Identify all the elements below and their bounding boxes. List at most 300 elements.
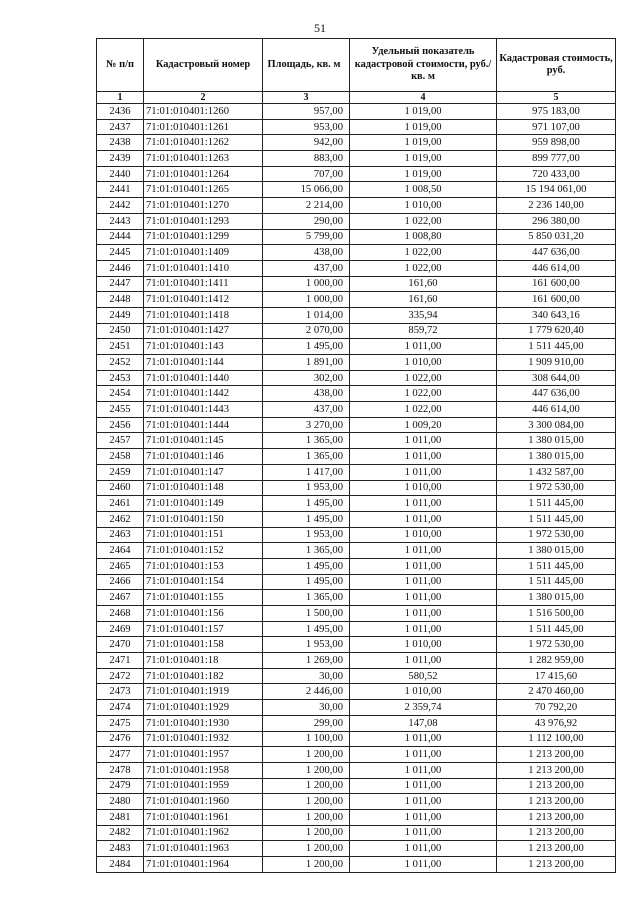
table-row — [97, 464, 616, 480]
cell-area: 942,00 — [263, 135, 350, 151]
cell-unit-value: 1 019,00 — [350, 151, 497, 167]
column-number-row — [97, 92, 616, 104]
cell-cadastral-value: 1 282 959,00 — [497, 653, 616, 669]
cell-area: 1 200,00 — [263, 825, 350, 841]
cell-cadastral-value: 15 194 061,00 — [497, 182, 616, 198]
cell-area: 1 365,00 — [263, 449, 350, 465]
cell-index: 2461 — [97, 496, 144, 512]
cell-cadastral-number: 71:01:010401:1932 — [144, 731, 263, 747]
cell-area: 15 066,00 — [263, 182, 350, 198]
cell-cadastral-value: 1 213 200,00 — [497, 747, 616, 763]
cell-unit-value: 1 011,00 — [350, 511, 497, 527]
cell-area: 1 200,00 — [263, 857, 350, 873]
cell-unit-value: 1 011,00 — [350, 825, 497, 841]
cell-area: 438,00 — [263, 245, 350, 261]
column-number: 5 — [497, 92, 616, 104]
table-row — [97, 747, 616, 763]
cell-cadastral-value: 1 380 015,00 — [497, 433, 616, 449]
cell-index: 2445 — [97, 245, 144, 261]
cell-area: 30,00 — [263, 700, 350, 716]
cell-index: 2439 — [97, 151, 144, 167]
cell-index: 2481 — [97, 809, 144, 825]
cell-cadastral-number: 71:01:010401:158 — [144, 637, 263, 653]
cell-index: 2441 — [97, 182, 144, 198]
cell-unit-value: 1 011,00 — [350, 747, 497, 763]
cell-cadastral-value: 1 213 200,00 — [497, 825, 616, 841]
cell-cadastral-number: 71:01:010401:1444 — [144, 417, 263, 433]
cell-area: 1 365,00 — [263, 590, 350, 606]
page-number: 51 — [314, 21, 326, 35]
cell-area: 1 200,00 — [263, 841, 350, 857]
cell-cadastral-number: 71:01:010401:1929 — [144, 700, 263, 716]
cell-cadastral-value: 3 300 084,00 — [497, 417, 616, 433]
cell-cadastral-number: 71:01:010401:1959 — [144, 778, 263, 794]
cell-cadastral-number: 71:01:010401:182 — [144, 668, 263, 684]
table-row — [97, 182, 616, 198]
cell-area: 1 000,00 — [263, 276, 350, 292]
cell-index: 2451 — [97, 339, 144, 355]
table-row — [97, 543, 616, 559]
table-row — [97, 260, 616, 276]
column-number: 1 — [97, 92, 144, 104]
cell-cadastral-value: 1 213 200,00 — [497, 794, 616, 810]
cell-area: 1 495,00 — [263, 496, 350, 512]
cell-unit-value: 1 011,00 — [350, 653, 497, 669]
cell-cadastral-value: 1 511 445,00 — [497, 558, 616, 574]
cell-cadastral-value: 296 380,00 — [497, 213, 616, 229]
cell-index: 2463 — [97, 527, 144, 543]
cell-index: 2444 — [97, 229, 144, 245]
cell-area: 1 953,00 — [263, 637, 350, 653]
cell-index: 2477 — [97, 747, 144, 763]
cell-area: 3 270,00 — [263, 417, 350, 433]
cell-cadastral-value: 720 433,00 — [497, 166, 616, 182]
cell-index: 2480 — [97, 794, 144, 810]
cell-cadastral-value: 17 415,60 — [497, 668, 616, 684]
cell-area: 707,00 — [263, 166, 350, 182]
cell-area: 1 269,00 — [263, 653, 350, 669]
cell-cadastral-number: 71:01:010401:147 — [144, 464, 263, 480]
cell-unit-value: 1 011,00 — [350, 558, 497, 574]
cell-unit-value: 147,08 — [350, 715, 497, 731]
cell-unit-value: 1 010,00 — [350, 198, 497, 214]
cell-unit-value: 1 019,00 — [350, 166, 497, 182]
cell-index: 2448 — [97, 292, 144, 308]
cell-cadastral-value: 899 777,00 — [497, 151, 616, 167]
cell-cadastral-number: 71:01:010401:1412 — [144, 292, 263, 308]
cell-area: 1 495,00 — [263, 574, 350, 590]
cell-area: 1 200,00 — [263, 747, 350, 763]
cell-unit-value: 1 011,00 — [350, 433, 497, 449]
cell-index: 2479 — [97, 778, 144, 794]
cell-index: 2452 — [97, 355, 144, 371]
cell-cadastral-number: 71:01:010401:1264 — [144, 166, 263, 182]
table-row — [97, 558, 616, 574]
cell-cadastral-value: 447 636,00 — [497, 386, 616, 402]
table-row — [97, 590, 616, 606]
cell-unit-value: 1 022,00 — [350, 213, 497, 229]
table-row — [97, 731, 616, 747]
cell-cadastral-number: 71:01:010401:1261 — [144, 119, 263, 135]
cell-cadastral-number: 71:01:010401:1418 — [144, 307, 263, 323]
cell-index: 2473 — [97, 684, 144, 700]
cell-cadastral-value: 447 636,00 — [497, 245, 616, 261]
cell-area: 1 417,00 — [263, 464, 350, 480]
cell-unit-value: 1 010,00 — [350, 355, 497, 371]
table-row — [97, 355, 616, 371]
cell-unit-value: 859,72 — [350, 323, 497, 339]
cell-cadastral-number: 71:01:010401:1960 — [144, 794, 263, 810]
cell-index: 2483 — [97, 841, 144, 857]
cell-index: 2475 — [97, 715, 144, 731]
cell-cadastral-value: 161 600,00 — [497, 292, 616, 308]
cell-cadastral-number: 71:01:010401:1440 — [144, 370, 263, 386]
cell-area: 290,00 — [263, 213, 350, 229]
cell-index: 2482 — [97, 825, 144, 841]
cell-cadastral-value: 1 972 530,00 — [497, 480, 616, 496]
cell-cadastral-number: 71:01:010401:151 — [144, 527, 263, 543]
cell-unit-value: 1 019,00 — [350, 135, 497, 151]
cell-cadastral-number: 71:01:010401:1265 — [144, 182, 263, 198]
cell-unit-value: 1 011,00 — [350, 794, 497, 810]
cell-area: 30,00 — [263, 668, 350, 684]
cell-cadastral-value: 1 380 015,00 — [497, 590, 616, 606]
cell-unit-value: 1 019,00 — [350, 104, 497, 120]
cell-index: 2476 — [97, 731, 144, 747]
cell-area: 437,00 — [263, 402, 350, 418]
cell-cadastral-number: 71:01:010401:1961 — [144, 809, 263, 825]
cell-area: 2 070,00 — [263, 323, 350, 339]
cell-cadastral-value: 5 850 031,20 — [497, 229, 616, 245]
cell-area: 1 495,00 — [263, 621, 350, 637]
cell-area: 302,00 — [263, 370, 350, 386]
cell-index: 2438 — [97, 135, 144, 151]
cell-index: 2459 — [97, 464, 144, 480]
cell-cadastral-value: 308 644,00 — [497, 370, 616, 386]
cell-unit-value: 1 011,00 — [350, 339, 497, 355]
cell-unit-value: 1 011,00 — [350, 606, 497, 622]
table-row — [97, 778, 616, 794]
cell-cadastral-number: 71:01:010401:149 — [144, 496, 263, 512]
table-row — [97, 621, 616, 637]
table-row — [97, 276, 616, 292]
cell-cadastral-number: 71:01:010401:1919 — [144, 684, 263, 700]
table-row — [97, 794, 616, 810]
cadastral-table — [96, 38, 616, 873]
cell-unit-value: 1 011,00 — [350, 574, 497, 590]
cell-cadastral-value: 70 792,20 — [497, 700, 616, 716]
cell-area: 1 014,00 — [263, 307, 350, 323]
cell-area: 1 365,00 — [263, 433, 350, 449]
cell-unit-value: 1 011,00 — [350, 464, 497, 480]
cell-cadastral-number: 71:01:010401:148 — [144, 480, 263, 496]
cell-index: 2450 — [97, 323, 144, 339]
header-row — [97, 39, 616, 92]
cell-cadastral-value: 1 511 445,00 — [497, 574, 616, 590]
table-row — [97, 653, 616, 669]
cell-unit-value: 1 011,00 — [350, 841, 497, 857]
cell-index: 2447 — [97, 276, 144, 292]
cell-cadastral-value: 1 511 445,00 — [497, 496, 616, 512]
cell-unit-value: 1 022,00 — [350, 386, 497, 402]
cell-index: 2472 — [97, 668, 144, 684]
cell-unit-value: 1 011,00 — [350, 543, 497, 559]
cell-area: 1 365,00 — [263, 543, 350, 559]
cell-cadastral-value: 1 213 200,00 — [497, 857, 616, 873]
cell-cadastral-number: 71:01:010401:143 — [144, 339, 263, 355]
cell-unit-value: 1 011,00 — [350, 621, 497, 637]
cell-cadastral-value: 1 380 015,00 — [497, 449, 616, 465]
table-row — [97, 135, 616, 151]
table-row — [97, 166, 616, 182]
table-row — [97, 386, 616, 402]
cell-cadastral-number: 71:01:010401:144 — [144, 355, 263, 371]
cell-unit-value: 1 022,00 — [350, 402, 497, 418]
table-row — [97, 213, 616, 229]
cell-cadastral-number: 71:01:010401:1409 — [144, 245, 263, 261]
cell-cadastral-value: 161 600,00 — [497, 276, 616, 292]
cell-cadastral-number: 71:01:010401:1262 — [144, 135, 263, 151]
cell-cadastral-value: 1 213 200,00 — [497, 841, 616, 857]
column-number: 4 — [350, 92, 497, 104]
cell-unit-value: 1 008,80 — [350, 229, 497, 245]
cell-cadastral-value: 1 432 587,00 — [497, 464, 616, 480]
cell-cadastral-value: 959 898,00 — [497, 135, 616, 151]
cell-area: 437,00 — [263, 260, 350, 276]
header-index: № п/п — [97, 39, 144, 92]
cell-cadastral-number: 71:01:010401:150 — [144, 511, 263, 527]
cell-unit-value: 1 011,00 — [350, 762, 497, 778]
cell-index: 2449 — [97, 307, 144, 323]
cell-unit-value: 161,60 — [350, 276, 497, 292]
cell-area: 1 100,00 — [263, 731, 350, 747]
table-row — [97, 857, 616, 873]
cell-cadastral-number: 71:01:010401:1411 — [144, 276, 263, 292]
header-unit-value: Удельный показатель кадастровой стоимости, руб./кв. м — [350, 39, 497, 92]
cell-cadastral-number: 71:01:010401:157 — [144, 621, 263, 637]
cell-cadastral-number: 71:01:010401:1442 — [144, 386, 263, 402]
table-row — [97, 480, 616, 496]
cell-unit-value: 1 008,50 — [350, 182, 497, 198]
cell-cadastral-number: 71:01:010401:1963 — [144, 841, 263, 857]
table-row — [97, 684, 616, 700]
cell-unit-value: 1 011,00 — [350, 857, 497, 873]
cell-cadastral-value: 1 213 200,00 — [497, 762, 616, 778]
cell-area: 957,00 — [263, 104, 350, 120]
table-row — [97, 606, 616, 622]
table-row — [97, 229, 616, 245]
cell-area: 1 200,00 — [263, 794, 350, 810]
table-row — [97, 339, 616, 355]
cell-index: 2443 — [97, 213, 144, 229]
cell-unit-value: 1 010,00 — [350, 480, 497, 496]
cell-index: 2442 — [97, 198, 144, 214]
cell-unit-value: 580,52 — [350, 668, 497, 684]
cell-cadastral-number: 71:01:010401:154 — [144, 574, 263, 590]
cell-cadastral-number: 71:01:010401:1293 — [144, 213, 263, 229]
cell-unit-value: 1 011,00 — [350, 449, 497, 465]
cell-unit-value: 2 359,74 — [350, 700, 497, 716]
cell-cadastral-value: 1 380 015,00 — [497, 543, 616, 559]
cell-cadastral-number: 71:01:010401:145 — [144, 433, 263, 449]
table-row — [97, 574, 616, 590]
table-row — [97, 151, 616, 167]
cell-index: 2455 — [97, 402, 144, 418]
cell-cadastral-number: 71:01:010401:155 — [144, 590, 263, 606]
cell-index: 2464 — [97, 543, 144, 559]
table-row — [97, 104, 616, 120]
cell-cadastral-number: 71:01:010401:156 — [144, 606, 263, 622]
table-row — [97, 637, 616, 653]
cell-cadastral-value: 2 236 140,00 — [497, 198, 616, 214]
cell-cadastral-value: 1 112 100,00 — [497, 731, 616, 747]
cell-cadastral-value: 446 614,00 — [497, 260, 616, 276]
cell-index: 2436 — [97, 104, 144, 120]
cell-index: 2440 — [97, 166, 144, 182]
cell-index: 2437 — [97, 119, 144, 135]
table-row — [97, 496, 616, 512]
cell-area: 1 200,00 — [263, 778, 350, 794]
cell-index: 2462 — [97, 511, 144, 527]
cell-index: 2467 — [97, 590, 144, 606]
cell-cadastral-value: 340 643,16 — [497, 307, 616, 323]
cell-cadastral-number: 71:01:010401:18 — [144, 653, 263, 669]
table-row — [97, 292, 616, 308]
cell-unit-value: 1 022,00 — [350, 370, 497, 386]
table-row — [97, 700, 616, 716]
cell-area: 438,00 — [263, 386, 350, 402]
cell-index: 2446 — [97, 260, 144, 276]
cell-unit-value: 1 010,00 — [350, 684, 497, 700]
cell-cadastral-value: 1 511 445,00 — [497, 339, 616, 355]
cell-index: 2458 — [97, 449, 144, 465]
cell-unit-value: 1 011,00 — [350, 590, 497, 606]
cell-cadastral-number: 71:01:010401:1299 — [144, 229, 263, 245]
cell-cadastral-value: 1 213 200,00 — [497, 809, 616, 825]
cell-cadastral-value: 975 183,00 — [497, 104, 616, 120]
cell-cadastral-value: 1 909 910,00 — [497, 355, 616, 371]
table-row — [97, 245, 616, 261]
cell-index: 2469 — [97, 621, 144, 637]
table-row — [97, 511, 616, 527]
cell-area: 5 799,00 — [263, 229, 350, 245]
cell-cadastral-number: 71:01:010401:1964 — [144, 857, 263, 873]
table-row — [97, 449, 616, 465]
cell-cadastral-value: 1 972 530,00 — [497, 637, 616, 653]
cell-cadastral-number: 71:01:010401:1270 — [144, 198, 263, 214]
cell-cadastral-value: 1 213 200,00 — [497, 778, 616, 794]
cell-cadastral-number: 71:01:010401:1962 — [144, 825, 263, 841]
table-row — [97, 307, 616, 323]
cell-cadastral-number: 71:01:010401:152 — [144, 543, 263, 559]
table-row — [97, 762, 616, 778]
table-row — [97, 198, 616, 214]
header-area: Площадь, кв. м — [263, 39, 350, 92]
table-row — [97, 323, 616, 339]
cell-index: 2460 — [97, 480, 144, 496]
cell-unit-value: 1 011,00 — [350, 778, 497, 794]
cell-area: 1 200,00 — [263, 809, 350, 825]
cell-unit-value: 1 009,20 — [350, 417, 497, 433]
cell-cadastral-value: 446 614,00 — [497, 402, 616, 418]
table-row — [97, 402, 616, 418]
cell-index: 2484 — [97, 857, 144, 873]
cell-index: 2454 — [97, 386, 144, 402]
cell-cadastral-value: 1 511 445,00 — [497, 511, 616, 527]
cell-index: 2457 — [97, 433, 144, 449]
cell-unit-value: 1 011,00 — [350, 731, 497, 747]
cell-index: 2470 — [97, 637, 144, 653]
cell-area: 1 495,00 — [263, 558, 350, 574]
cell-cadastral-value: 971 107,00 — [497, 119, 616, 135]
cell-index: 2465 — [97, 558, 144, 574]
cell-index: 2453 — [97, 370, 144, 386]
cell-unit-value: 1 010,00 — [350, 527, 497, 543]
cell-cadastral-number: 71:01:010401:1410 — [144, 260, 263, 276]
table-row — [97, 715, 616, 731]
table-row — [97, 417, 616, 433]
cell-index: 2471 — [97, 653, 144, 669]
cell-unit-value: 1 010,00 — [350, 637, 497, 653]
cell-area: 1 953,00 — [263, 527, 350, 543]
cell-cadastral-number: 71:01:010401:1427 — [144, 323, 263, 339]
cell-cadastral-value: 2 470 460,00 — [497, 684, 616, 700]
cell-cadastral-value: 1 779 620,40 — [497, 323, 616, 339]
cell-index: 2466 — [97, 574, 144, 590]
cell-area: 2 446,00 — [263, 684, 350, 700]
cell-area: 883,00 — [263, 151, 350, 167]
cell-index: 2478 — [97, 762, 144, 778]
cell-area: 2 214,00 — [263, 198, 350, 214]
cell-area: 1 495,00 — [263, 339, 350, 355]
cell-index: 2456 — [97, 417, 144, 433]
cell-cadastral-number: 71:01:010401:153 — [144, 558, 263, 574]
table-row — [97, 433, 616, 449]
cell-unit-value: 1 011,00 — [350, 809, 497, 825]
cell-cadastral-number: 71:01:010401:1958 — [144, 762, 263, 778]
column-number: 2 — [144, 92, 263, 104]
cell-area: 299,00 — [263, 715, 350, 731]
table-row — [97, 527, 616, 543]
cell-area: 1 891,00 — [263, 355, 350, 371]
cell-area: 1 200,00 — [263, 762, 350, 778]
cell-unit-value: 335,94 — [350, 307, 497, 323]
cell-area: 1 000,00 — [263, 292, 350, 308]
cell-cadastral-number: 71:01:010401:1957 — [144, 747, 263, 763]
cell-cadastral-number: 71:01:010401:1260 — [144, 104, 263, 120]
cell-unit-value: 161,60 — [350, 292, 497, 308]
column-number: 3 — [263, 92, 350, 104]
table-row — [97, 825, 616, 841]
cell-cadastral-value: 1 516 500,00 — [497, 606, 616, 622]
table-row — [97, 370, 616, 386]
cell-cadastral-number: 71:01:010401:1263 — [144, 151, 263, 167]
cell-area: 953,00 — [263, 119, 350, 135]
cell-unit-value: 1 022,00 — [350, 245, 497, 261]
cell-cadastral-value: 43 976,92 — [497, 715, 616, 731]
header-cadastral-number: Кадастровый номер — [144, 39, 263, 92]
cell-cadastral-value: 1 511 445,00 — [497, 621, 616, 637]
cell-area: 1 500,00 — [263, 606, 350, 622]
cell-cadastral-number: 71:01:010401:146 — [144, 449, 263, 465]
table-row — [97, 668, 616, 684]
cell-unit-value: 1 022,00 — [350, 260, 497, 276]
cell-area: 1 495,00 — [263, 511, 350, 527]
cell-index: 2468 — [97, 606, 144, 622]
header-cadastral-value: Кадастровая стоимость, руб. — [497, 39, 616, 92]
cell-cadastral-number: 71:01:010401:1930 — [144, 715, 263, 731]
cell-cadastral-value: 1 972 530,00 — [497, 527, 616, 543]
